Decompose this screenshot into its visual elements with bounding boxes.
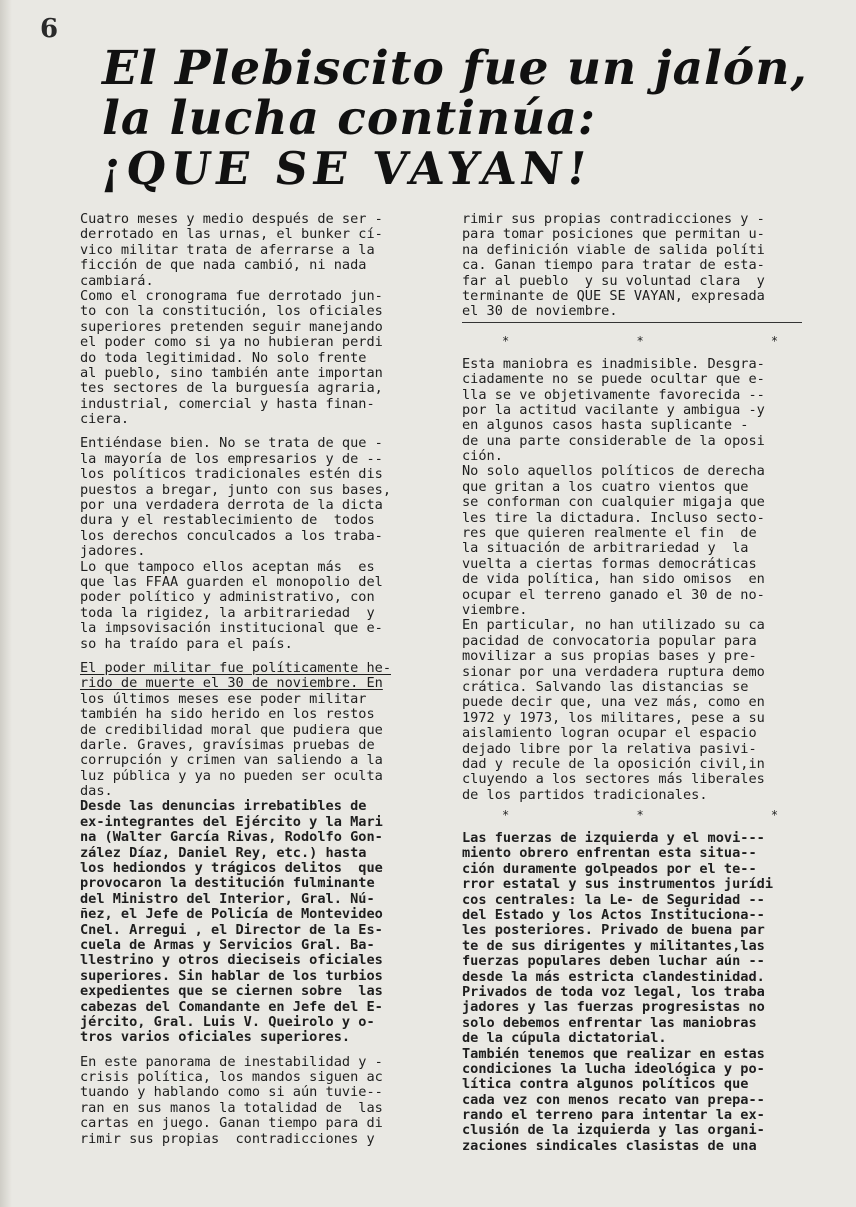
- headline-line-2: la lucha continúa:: [102, 91, 597, 146]
- headline: [98, 41, 822, 195]
- text-line: el 30 de noviembre.: [462, 303, 618, 320]
- text-line: condiciones la lucha ideológica y po-: [462, 1060, 765, 1077]
- section-separator: * * *: [502, 808, 839, 823]
- text-line: del Ministro del Interior, Gral. Nú-: [80, 890, 375, 907]
- text-line: Desde las denuncias irrebatibles de: [80, 798, 367, 815]
- text-line: crisis política, los mandos siguen ac: [80, 1069, 383, 1086]
- text-line: darle. Graves, gravísimas pruebas de: [80, 736, 375, 753]
- text-line: el poder como si ya no hubieran perdi: [80, 334, 383, 351]
- text-line: 1972 y 1973, los militares, pese a su: [462, 709, 765, 726]
- headline-line-1: El Plebiscito fue un jalón,: [102, 41, 808, 96]
- text-line: al pueblo, sino también ante importan: [80, 364, 383, 381]
- text-line: cambiará.: [80, 272, 154, 289]
- text-line: zaciones sindicales clasistas de una: [462, 1137, 757, 1154]
- text-line: zález Díaz, Daniel Rey, etc.) hasta: [80, 844, 367, 861]
- text-line: de los partidos tradicionales.: [462, 786, 708, 803]
- text-line: movilizar a sus propias bases y pre-: [462, 648, 757, 665]
- text-line: rimir sus propias contradicciones y -: [462, 211, 765, 227]
- text-line: ñez, el Jefe de Policía de Montevideo: [80, 906, 383, 923]
- section-separator: * * *: [502, 333, 839, 348]
- text-line: puede decir que, una vez más, como en: [462, 694, 765, 711]
- text-line: so ha traído para el país.: [80, 635, 293, 652]
- text-line: tros varios oficiales superiores.: [80, 1029, 351, 1046]
- text-line: No solo aquellos políticos de derecha: [462, 463, 765, 480]
- text-line: viembre.: [462, 601, 528, 618]
- text-line: toda la rigidez, la arbitrariedad y: [80, 604, 375, 621]
- text-line: vuelta a ciertas formas democráticas: [462, 555, 757, 572]
- text-line: das.: [80, 783, 113, 800]
- text-line: los hediondos y trágicos delitos que: [80, 860, 383, 877]
- text-line: cuela de Armas y Servicios Gral. Ba-: [80, 936, 375, 953]
- text-line: lla se ve objetivamente favorecida --: [462, 386, 765, 403]
- text-line: cos centrales: la Le- de Seguridad --: [462, 891, 765, 908]
- text-line: ca. Ganan tiempo para tratar de esta-: [462, 257, 765, 274]
- text-line: que las FFAA guarden el monopolio del: [80, 573, 383, 590]
- text-line: miento obrero enfrentan esta situa--: [462, 845, 757, 862]
- text-line: far al pueblo y su voluntad clara y: [462, 272, 765, 289]
- text-line: fuerzas populares deben luchar aún --: [462, 953, 765, 970]
- text-line: de vida política, han sido omisos en: [462, 571, 765, 588]
- text-line: Esta maniobra es inadmisible. Desgra-: [462, 355, 765, 372]
- text-line: Privados de toda voz legal, los traba: [462, 983, 765, 1000]
- text-line: puestos a bregar, junto con sus bases,: [80, 481, 391, 498]
- text-line: ficción de que nada cambió, ni nada: [80, 257, 367, 274]
- headline-line-3: ¡QUE SE VAYAN!: [98, 142, 596, 195]
- text-line: tes sectores de la burguesía agraria,: [80, 380, 383, 397]
- text-line: ciera.: [80, 411, 130, 428]
- text-line: de la cúpula dictatorial.: [462, 1030, 667, 1047]
- text-line: jadores.: [80, 543, 146, 560]
- text-line: corrupción y crimen van saliendo a la: [80, 752, 383, 769]
- rule-line: [462, 322, 802, 323]
- text-line: sionar por una verdadera ruptura demo: [462, 663, 765, 680]
- text-line: en algunos casos hasta suplicante -: [462, 417, 749, 434]
- text-line: provocaron la destitución fulminante: [80, 875, 375, 892]
- text-line: res que quieren realmente el fin de: [462, 525, 757, 542]
- text-line: vico militar trata de aferrarse a la: [80, 241, 375, 258]
- text-line: Cnel. Arregui , el Director de la Es-: [80, 921, 383, 938]
- text-line: Las fuerzas de izquierda y el movi---: [462, 830, 765, 847]
- text-line: Cuatro meses y medio después de ser -: [80, 211, 383, 227]
- text-line: industrial, comercial y hasta finan-: [80, 395, 375, 412]
- text-line: dejado libre por la relativa pasivi-: [462, 740, 757, 757]
- text-line: ran en sus manos la totalidad de las: [80, 1099, 383, 1116]
- text-line: por la actitud vacilante y ambigua -y: [462, 401, 765, 418]
- text-line: la situación de arbitrariedad y la: [462, 540, 749, 557]
- text-line: la mayoría de los empresarios y de --: [80, 450, 383, 467]
- text-line: dura y el restablecimiento de todos: [80, 512, 375, 529]
- text-line: En particular, no han utilizado su ca: [462, 617, 765, 634]
- text-line: ciadamente no se puede ocultar que e-: [462, 371, 765, 388]
- text-line: superiores pretenden seguir manejando: [80, 318, 383, 335]
- text-line: ción.: [462, 448, 503, 465]
- page-number: 6: [40, 14, 59, 44]
- text-line: También tenemos que realizar en estas: [462, 1045, 765, 1062]
- text-line: ción duramente golpeados por el te--: [462, 860, 757, 877]
- text-line: los últimos meses ese poder militar: [80, 690, 367, 707]
- text-line: pacidad de convocatoria popular para: [462, 632, 757, 649]
- text-line: El poder militar fue políticamente he-: [80, 659, 391, 676]
- text-line: lítica contra algunos políticos que: [462, 1076, 749, 1093]
- text-line: cluyendo a los sectores más liberales: [462, 771, 765, 788]
- text-line: superiores. Sin hablar de los turbios: [80, 967, 383, 984]
- text-line: rido de muerte el 30 de noviembre. En: [80, 675, 383, 692]
- text-line: los políticos tradicionales estén dis: [80, 466, 383, 483]
- text-line: luz pública y ya no pueden ser oculta: [80, 767, 383, 784]
- text-line: to con la constitución, los oficiales: [80, 303, 383, 320]
- text-line: tuando y hablando como si aún tuvie--: [80, 1084, 383, 1101]
- text-line: solo debemos enfrentar las maniobras: [462, 1014, 757, 1031]
- text-line: les posteriores. Privado de buena par: [462, 922, 765, 939]
- text-line: les tire la dictadura. Incluso secto-: [462, 509, 765, 526]
- text-line: derrotado en las urnas, el bunker cí-: [80, 226, 383, 243]
- text-line: de credibilidad moral que pudiera que: [80, 721, 383, 738]
- text-line: rror estatal y sus instrumentos jurídi: [462, 876, 773, 893]
- text-line: del Estado y los Actos Instituciona--: [462, 907, 765, 924]
- text-line: por una verdadera derrota de la dicta: [80, 497, 383, 514]
- text-line: Como el cronograma fue derrotado jun-: [80, 287, 383, 304]
- left-column: [80, 212, 452, 1147]
- text-line: cartas en juego. Ganan tiempo para di: [80, 1115, 383, 1132]
- text-line: los derechos conculcados a los traba-: [80, 527, 383, 544]
- text-line: na (Walter García Rivas, Rodolfo Gon-: [80, 829, 383, 846]
- text-line: crática. Salvando las distancias se: [462, 678, 749, 695]
- text-line: de una parte considerable de la oposi: [462, 432, 765, 449]
- text-line: ocupar el terreno ganado el 30 de no-: [462, 586, 765, 603]
- text-line: cabezas del Comandante en Jefe del E-: [80, 998, 383, 1015]
- text-line: también ha sido herido en los restos: [80, 706, 375, 723]
- text-line: para tomar posiciones que permitan u-: [462, 226, 765, 243]
- text-line: te de sus dirigentes y militantes,las: [462, 937, 765, 954]
- text-line: desde la más estricta clandestinidad.: [462, 968, 765, 985]
- text-line: se conforman con cualquier migaja que: [462, 494, 765, 511]
- text-line: cada vez con menos recato van prepa--: [462, 1091, 765, 1108]
- text-line: Entiéndase bien. No se trata de que -: [80, 435, 383, 452]
- text-line: expedientes que se ciernen sobre las: [80, 983, 383, 1000]
- text-line: jadores y las fuerzas progresistas no: [462, 999, 765, 1016]
- text-line: llestrino y otros dieciseis oficiales: [80, 952, 383, 969]
- text-line: aislamiento logran ocupar el espacio: [462, 725, 757, 742]
- text-line: poder político y administrativo, con: [80, 589, 375, 606]
- text-line: la impsovisación institucional que e-: [80, 620, 383, 637]
- text-line: na definición viable de salida políti: [462, 241, 765, 258]
- page-edge-shadow: [0, 0, 12, 1207]
- text-line: que gritan a los cuatro vientos que: [462, 478, 749, 495]
- text-line: ex-integrantes del Ejército y la Mari: [80, 813, 383, 830]
- text-line: En este panorama de inestabilidad y -: [80, 1053, 383, 1070]
- text-line: rimir sus propias contradicciones y: [80, 1130, 375, 1147]
- text-line: jército, Gral. Luis V. Queirolo y o-: [80, 1013, 375, 1030]
- text-line: do toda legitimidad. No solo frente: [80, 349, 367, 366]
- text-line: rando el terreno para intentar la ex-: [462, 1107, 765, 1124]
- text-line: dad y recule de la oposición civil,in: [462, 755, 765, 772]
- right-column: [462, 211, 839, 1154]
- text-line: terminante de QUE SE VAYAN, expresada: [462, 287, 765, 304]
- text-line: Lo que tampoco ellos aceptan más es: [80, 558, 375, 575]
- text-line: clusión de la izquierda y las organi-: [462, 1122, 765, 1139]
